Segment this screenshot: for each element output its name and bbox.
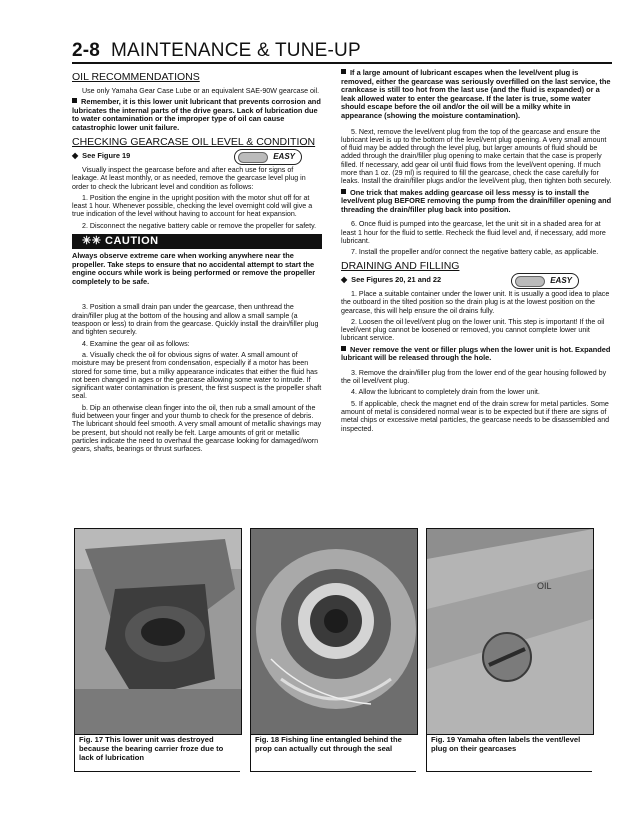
- drain-step-3: 3. Remove the drain/filler plug from the lower end of the gear housing followed by the oil level/vent plug.: [341, 368, 607, 386]
- drain-step-5: 5. If applicable, check the magnet end of the drain screw for metal particles. Some amount of metal is considered normal wear is to be expected but if there are signs of metal chips or excessive metal particles, the gearcase needs to be disassembled and inspected.: [341, 399, 610, 433]
- right-column: [341, 69, 613, 436]
- figures-reference: ◆ See Figures 20, 21 and 22 EASY: [341, 276, 613, 284]
- checking-title: CHECKING GEARCASE OIL LEVEL & CONDITION: [72, 135, 316, 148]
- difficulty-badge: EASY: [511, 273, 579, 289]
- overfill-warning: If a large amount of lubricant escapes when the level/vent plug is removed, either the gearcase was seriously overfilled on the last service, the crankcase is still too hot from the last use (and the fluid is expanded) or a leak allowed water to enter the gearcase. If the later is true, some water should escape before the oil and/or the oil will be a milky white in appearance (showing the moisture contamination).: [341, 68, 611, 120]
- check-paragraph-1: Visually inspect the gearcase before and after each use for signs of leakage. At least monthly, or as needed, remove the gearcase level plug in order to check the lubricant level and condition as follows:: [72, 165, 306, 191]
- drain-step-4: 4. Allow the lubricant to completely drain from the lower unit.: [351, 388, 540, 397]
- svg-text:OIL: OIL: [537, 581, 552, 591]
- trick-note: One trick that makes adding gearcase oil less messy is to install the level/vent plug BEFORE removing the pump from the drain/filler opening and threading the drain/filler plug back into position.: [341, 187, 612, 214]
- square-bullet-icon: [341, 189, 346, 194]
- check-step-6: 6. Once fluid is pumped into the gearcase, let the unit sit in a shaded area for at least 1 hour for the fluid to settle. Recheck the fluid level and, if necessary, add more lubricant.: [341, 220, 606, 246]
- gear-icon: [238, 152, 268, 163]
- figure-18-caption: Fig. 18 Fishing line entangled behind the prop can actually cut through the seal: [250, 734, 416, 772]
- vent-plug-illustration: [427, 529, 593, 734]
- propeller-seal-illustration: [251, 529, 417, 734]
- lower-unit-illustration: [75, 529, 241, 734]
- diamond-bullet-icon: ◆: [341, 274, 348, 284]
- page-header: [72, 40, 361, 62]
- figure-reference: ◆ See Figure 19 EASY: [72, 152, 322, 160]
- diamond-bullet-icon: ◆: [72, 150, 79, 160]
- figure-19-caption: Fig. 19 Yamaha often labels the vent/level plug on their gearcases: [426, 734, 592, 772]
- remember-note: Remember, it is this lower unit lubricant that prevents corrosion and lubricates the internal parts of the drive gears. Lack of lubrication due to water contamination or the improper type of oil can cause catastrophic lower unit failure.: [72, 97, 321, 133]
- difficulty-badge: EASY: [234, 149, 302, 165]
- check-step-3: 3. Position a small drain pan under the gearcase, then unthread the drain/filler plug at the bottom of the housing and allow a small sample (a teaspoon or less) to drain from the gearcase. Quickly install the drain/filler plug and tighten securely.: [72, 303, 319, 337]
- left-column: [72, 69, 322, 456]
- check-step-4b: b. Dip an otherwise clean finger into the oil, then rub a small amount of the fluid between your finger and your thumb to check for the presence of debris. The lubricant should feel smooth. A very small amount of metallic shavings may be present, but should not really be felt. Large amounts of grit or metallic particles indicate the need to overhaul the gearcase looking for damaged/worn gears, shafts, bearings or thrust surfaces.: [72, 403, 322, 454]
- drain-step-2: 2. Loosen the oil level/vent plug on the lower unit. This step is important! If the oil level/vent plug cannot be loosened or removed, you cannot complete lower unit lubricant service.: [341, 317, 605, 343]
- asterisk-icon: ✳✳: [82, 235, 105, 248]
- caution-banner: ✳✳ CAUTION: [72, 234, 322, 249]
- hot-warning: Never remove the vent or filler plugs when the lower unit is hot. Expanded lubricant will be released through the hole.: [341, 344, 611, 363]
- figure-18-photo: [250, 528, 418, 735]
- check-step-7: 7. Install the propeller and/or connect the negative battery cable, as applicable.: [351, 248, 599, 257]
- figure-17-photo: [74, 528, 242, 735]
- square-bullet-icon: [341, 69, 346, 74]
- square-bullet-icon: [72, 98, 77, 103]
- caution-text: Always observe extreme care when working anywhere near the propeller. Take steps to ensure that no accidental attempt to start the engine occurs while work is being performed or remove the propeller completely to be safe.: [72, 251, 316, 286]
- check-step-4: 4. Examine the gear oil as follows:: [82, 339, 190, 348]
- check-step-1: 1. Position the engine in the upright position with the motor shut off for at least 1 hour. Whenever possible, checking the level overnight cold will give a true indication of the level without having to account for heat expansion.: [72, 193, 313, 219]
- draining-title: DRAINING AND FILLING: [341, 259, 460, 272]
- oil-paragraph: Use only Yamaha Gear Case Lube or an equivalent SAE-90W gearcase oil.: [82, 87, 320, 95]
- page-title: MAINTENANCE & TUNE-UP: [111, 40, 361, 61]
- figure-17-caption: Fig. 17 This lower unit was destroyed because the bearing carrier froze due to lack of lubrication: [74, 734, 240, 772]
- page-number: 2-8: [72, 40, 101, 61]
- oil-recommendations-title: OIL RECOMMENDATIONS: [72, 71, 200, 83]
- square-bullet-icon: [341, 346, 346, 351]
- figure-19-photo: [426, 528, 594, 735]
- header-rule: [72, 62, 612, 64]
- check-step-2: 2. Disconnect the negative battery cable or remove the propeller for safety.: [82, 221, 317, 230]
- check-step-4a: a. Visually check the oil for obvious signs of water. A small amount of moisture may be present from condensation, especially if a motor has been stored for some time, but a milky appearance indicates that either the fluid has not been changed in ages or the gearcase allowing some water to intrude. If significant water contamination is present, the first suspect is the propeller shaft seal.: [72, 350, 322, 401]
- check-step-5: 5. Next, remove the level/vent plug from the top of the gearcase and ensure the lubricant level is up to the bottom of the level/vent plug opening. A very small amount of fluid may be added through the level plug, but larger amounts of fluid should be added through the drain/filler plug opening to make certain that the case is properly filled. If necessary, add gear oil until fluid flows from the level/vent opening. If much more than 1 oz. (29 ml) is required to fill the gearcase, check the case carefully for leaks. Install the drain/filler plugs and/or the level/vent plug, then tighten both securely.: [341, 127, 612, 186]
- gear-icon: [515, 276, 545, 287]
- drain-step-1: 1. Place a suitable container under the lower unit. It is usually a good idea to place the outboard in the tilted position so the drain plug is at the lowest position on the gearcase, this will help ensure the oil drains fully.: [341, 289, 610, 315]
